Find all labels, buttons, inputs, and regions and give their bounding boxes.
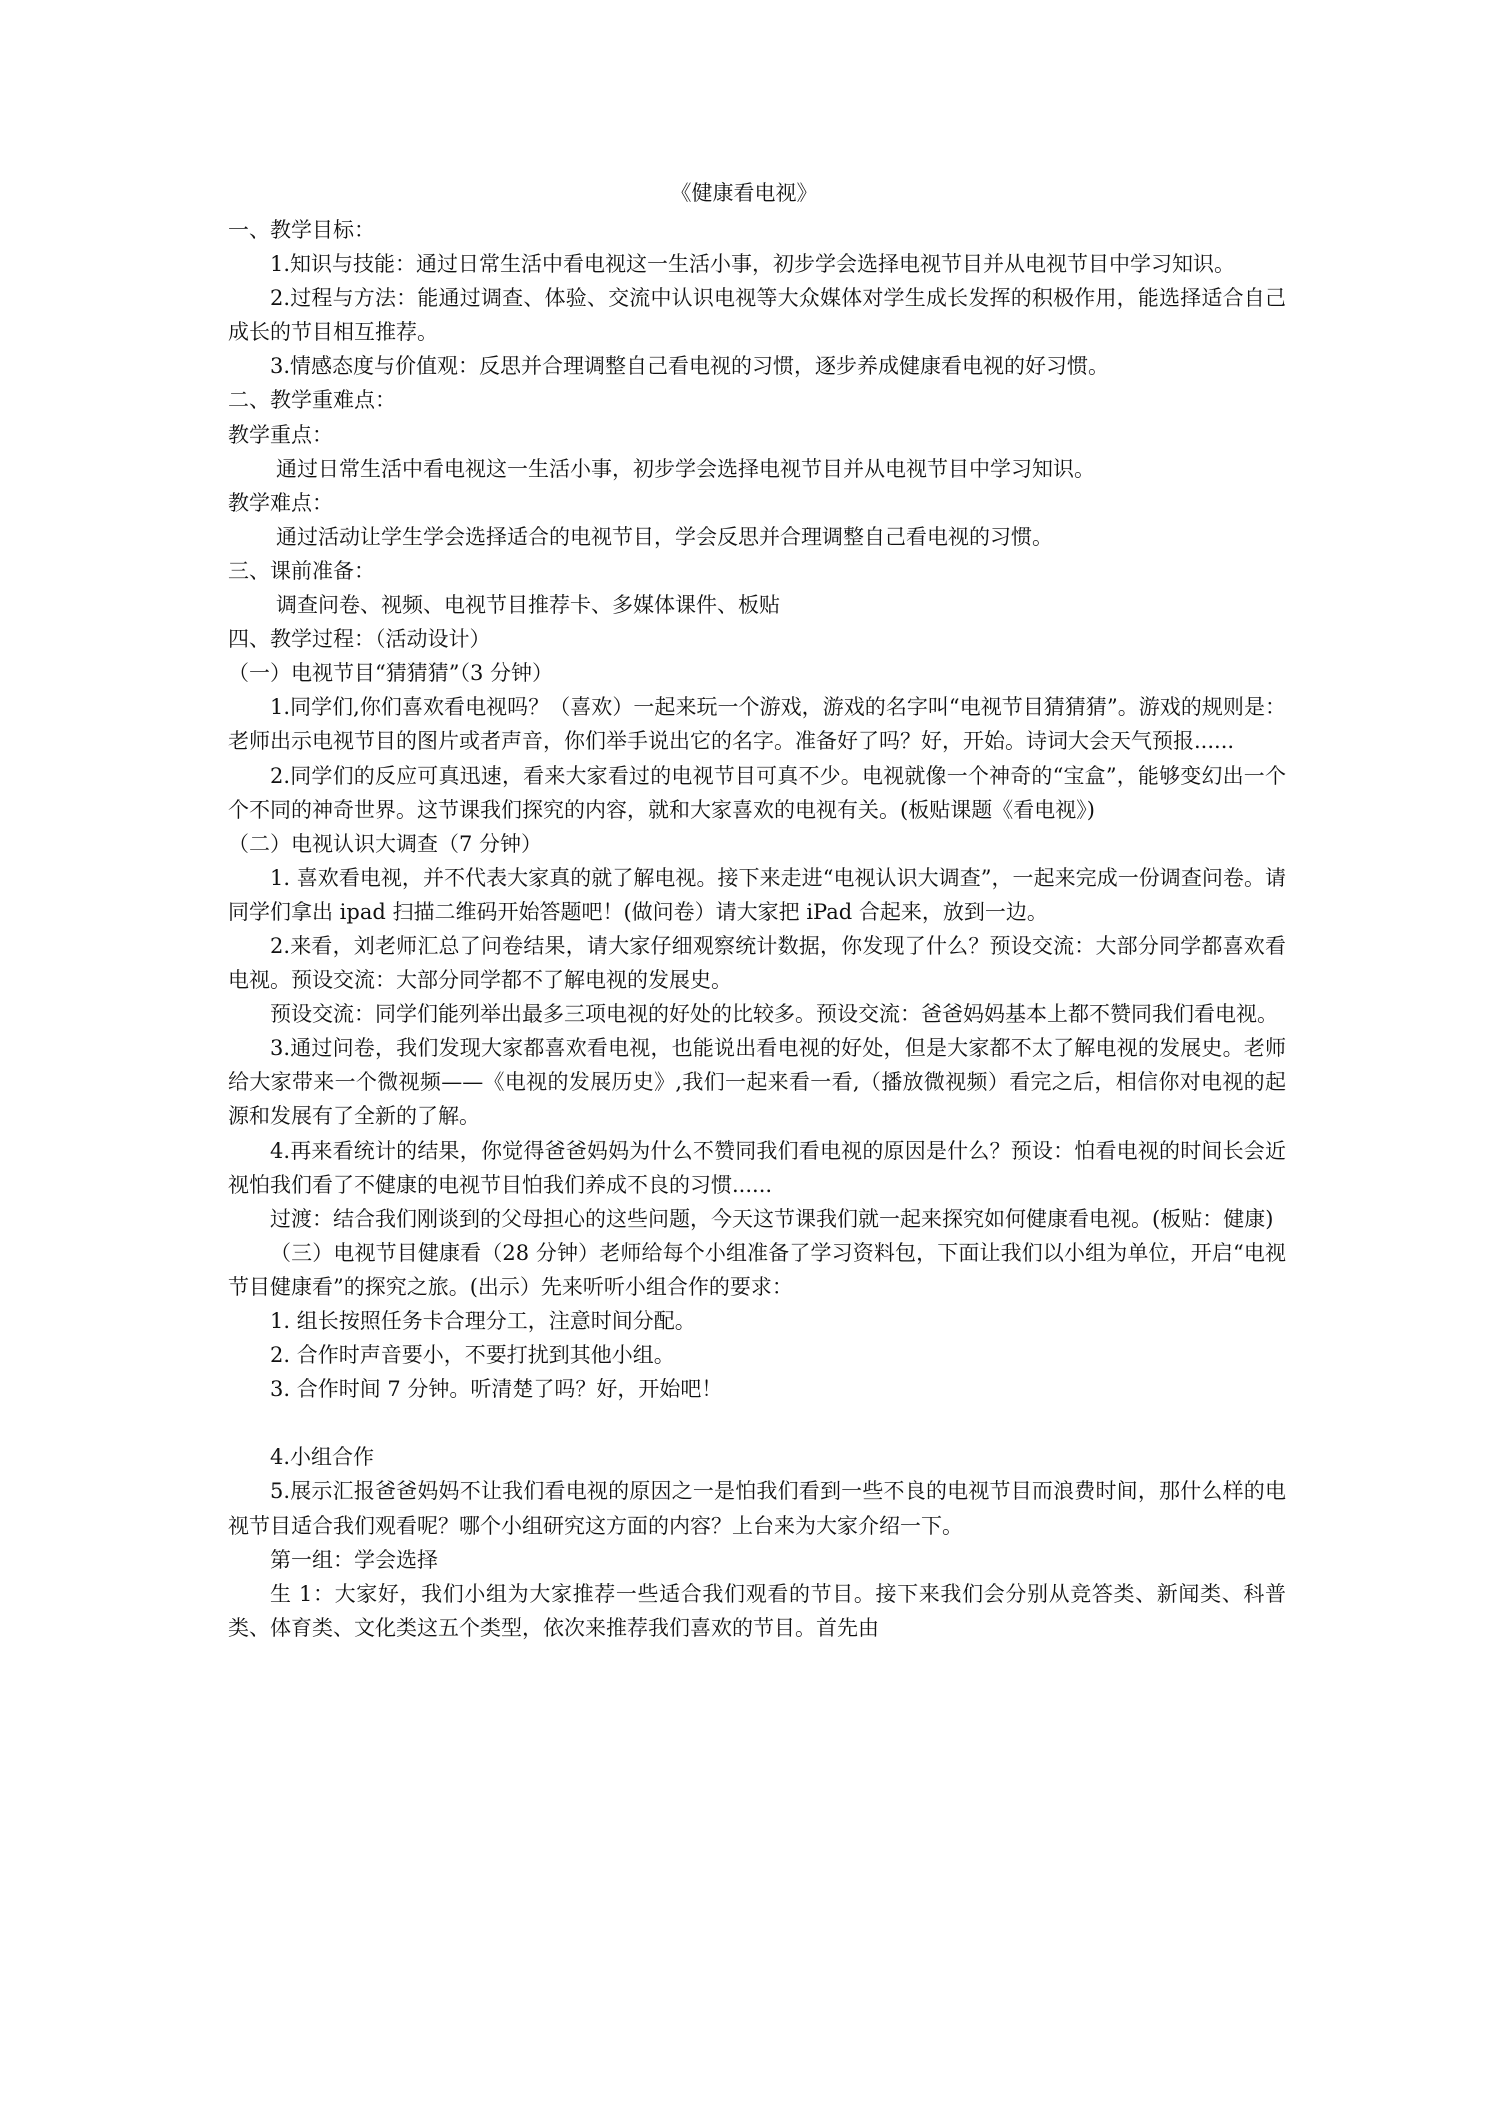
paragraph: 3. 合作时间 7 分钟。听清楚了吗？好，开始吧！ [270,1377,723,1402]
paragraph: 第一组：学会选择 [270,1547,438,1572]
paragraph: 通过日常生活中看电视这一生活小事，初步学会选择电视节目并从电视节目中学习知识。 [276,456,1095,481]
section-heading: 一、教学目标： [228,218,375,242]
paragraph: 1.同学们,你们喜欢看电视吗？（喜欢）一起来玩一个游戏，游戏的名字叫“电视节目猜猜猜”。游戏的规则是：老师出示电视节目的图片或者声音，你们举手说出它的名字。准备好了吗？好，开始。诗词大会天气预报...... [228,695,1286,754]
paragraph: 1. 喜欢看电视，并不代表大家真的就了解电视。接下来走进“电视认识大调查”，一起来完成一份调查问卷。请同学们拿出 ipad 扫描二维码开始答题吧！(做问卷）请大家把 iPad 合起来，放到一边。 [228,865,1286,924]
paragraph: 过渡：结合我们刚谈到的父母担心的这些问题，今天这节课我们就一起来探究如何健康看电视。(板贴：健康) [270,1206,1274,1231]
paragraph: 2.来看，刘老师汇总了问卷结果，请大家仔细观察统计数据，你发现了什么？预设交流：大部分同学都喜欢看电视。预设交流：大部分同学都不了解电视的发展史。 [228,933,1286,993]
section-heading: 教学重点： [228,422,333,447]
paragraph: 调查问卷、视频、电视节目推荐卡、多媒体课件、板贴 [276,593,780,618]
section-heading: 二、教学重难点： [228,388,396,413]
paragraph: 预设交流：同学们能列举出最多三项电视的好处的比较多。预设交流：爸爸妈妈基本上都不赞同我们看电视。 [270,1002,1278,1027]
paragraph: 5.展示汇报爸爸妈妈不让我们看电视的原因之一是怕我们看到一些不良的电视节目而浪费时间，那什么样的电视节目适合我们观看呢？哪个小组研究这方面的内容？上台来为大家介绍一下。 [228,1479,1286,1538]
section-heading: 三、课前准备： [228,558,375,583]
section-heading: 教学难点： [228,490,333,515]
paragraph: 2.过程与方法：能通过调查、体验、交流中认识电视等大众媒体对学生成长发挥的积极作用，能选择适合自己成长的节目相互推荐。 [228,286,1286,345]
paragraph: 1. 组长按照任务卡合理分工，注意时间分配。 [270,1309,696,1333]
section-heading: （二）电视认识大调查（7 分钟） [228,831,543,856]
paragraph: 1.知识与技能：通过日常生活中看电视这一生活小事，初步学会选择电视节目并从电视节目中学习知识。 [270,252,1236,277]
paragraph: 4.小组合作 [270,1445,375,1470]
section-heading: （一）电视节目“猜猜猜”（3 分钟） [228,661,554,686]
section-heading: 四、教学过程：（活动设计） [228,627,491,652]
paragraph: 2. 合作时声音要小，不要打扰到其他小组。 [270,1343,675,1368]
paragraph: 4.再来看统计的结果，你觉得爸爸妈妈为什么不赞同我们看电视的原因是什么？预设：怕看电视的时间长会近视怕我们看了不健康的电视节目怕我们养成不良的习惯...... [228,1138,1286,1197]
paragraph: 3.情感态度与价值观：反思并合理调整自己看电视的习惯，逐步养成健康看电视的好习惯。 [270,354,1110,379]
paragraph: 生 1：大家好，我们小组为大家推荐一些适合我们观看的节目。接下来我们会分别从竞答类、新闻类、科普类、体育类、文化类这五个类型，依次来推荐我们喜欢的节目。首先由 [228,1581,1286,1640]
blank-line [228,1406,1286,1440]
paragraph: （三）电视节目健康看（28 分钟）老师给每个小组准备了学习资料包，下面让我们以小组为单位，开启“电视节目健康看”的探究之旅。(出示）先来听听小组合作的要求： [228,1240,1286,1299]
paragraph: 通过活动让学生学会选择适合的电视节目，学会反思并合理调整自己看电视的习惯。 [276,524,1053,549]
paragraph: 2.同学们的反应可真迅速，看来大家看过的电视节目可真不少。电视就像一个神奇的“宝盒”，能够变幻出一个个不同的神奇世界。这节课我们探究的内容，就和大家喜欢的电视有关。(板贴课题《看电视》) [228,763,1286,822]
paragraph: 3.通过问卷，我们发现大家都喜欢看电视，也能说出看电视的好处，但是大家都不太了解电视的发展史。老师给大家带来一个微视频——《电视的发展历史》,我们一起来看一看,（播放微视频）看完之后，相信你对电视的起源和发展有了全新的了解。 [228,1036,1286,1129]
document-body [228,213,1286,1645]
document-title: 《健康看电视》 [670,181,818,205]
